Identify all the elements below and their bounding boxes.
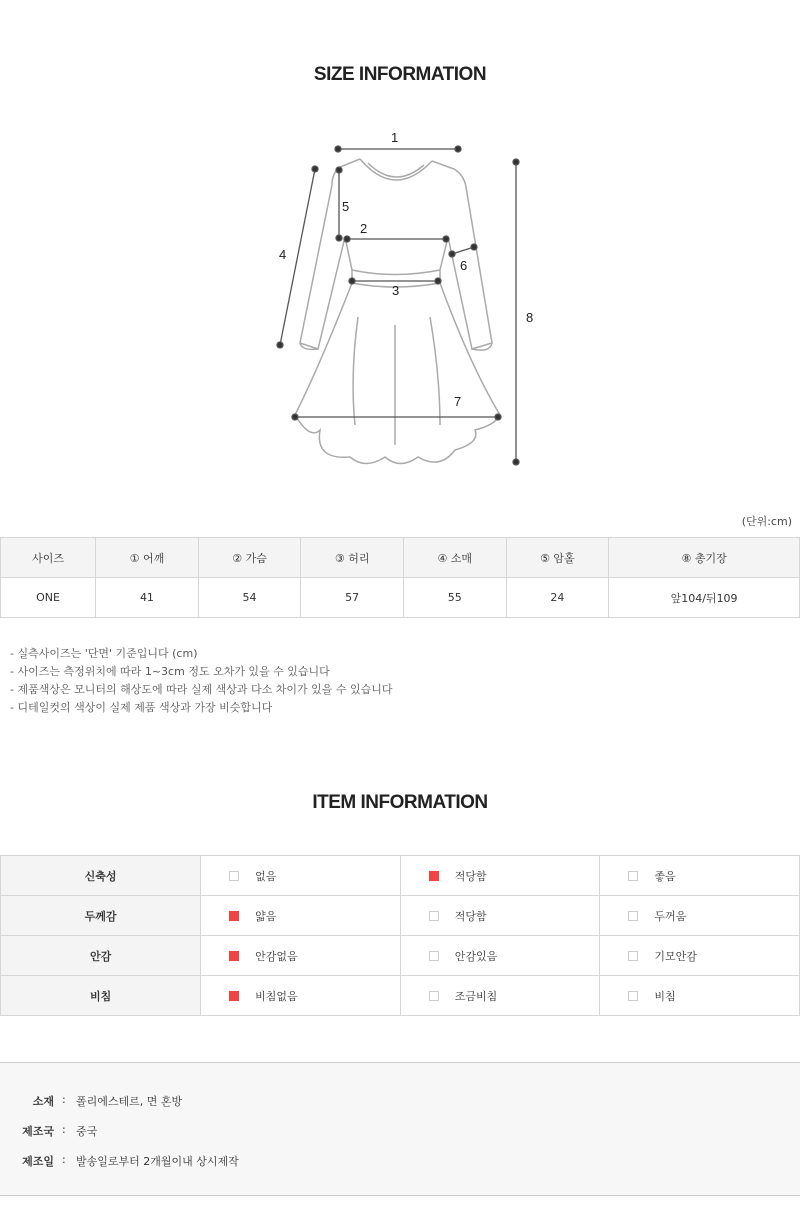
- item-category: 안감: [1, 936, 201, 976]
- note-line: - 디테일컷의 색상이 실제 제품 색상과 가장 비슷합니다: [10, 701, 273, 714]
- info-value: 폴리에스테르, 면 혼방: [76, 1095, 183, 1108]
- note-line: - 제품색상은 모니터의 해상도에 따라 실제 색상과 다소 차이가 있을 수 있습니다: [10, 683, 393, 696]
- option-label: 적당함: [454, 909, 487, 923]
- option-label: 안감있음: [454, 949, 498, 963]
- option-label: 좋음: [654, 869, 676, 883]
- item-option: [600, 936, 800, 976]
- item-option: [201, 896, 401, 936]
- dress-outline: [295, 159, 500, 464]
- option-label: 비침: [654, 989, 676, 1003]
- size-header-cell: ④ 소매: [403, 538, 506, 578]
- option-label: 적당함: [454, 869, 487, 883]
- info-value: 중국: [76, 1125, 98, 1138]
- size-cell: 54: [198, 578, 301, 618]
- checkbox-icon: [628, 871, 638, 881]
- option-label: 비침없음: [255, 989, 298, 1003]
- checkbox-icon: [429, 871, 439, 881]
- size-header-cell: ② 가슴: [198, 538, 301, 578]
- checkbox-icon: [229, 871, 239, 881]
- item-option: [201, 856, 401, 896]
- checkbox-icon: [628, 951, 638, 961]
- diagram-label-7: 7: [454, 394, 462, 409]
- size-cell: 55: [403, 578, 506, 618]
- size-header-cell: ① 어깨: [96, 538, 199, 578]
- checkbox-icon: [229, 911, 239, 921]
- size-cell: 57: [301, 578, 404, 618]
- info-label: 소재: [32, 1095, 54, 1108]
- dress-size-diagram: [270, 125, 534, 475]
- item-option: [400, 856, 600, 896]
- note-line: - 사이즈는 측정위치에 따라 1~3cm 정도 오차가 있을 수 있습니다: [10, 665, 330, 678]
- item-option: [600, 896, 800, 936]
- diagram-label-6: 6: [460, 258, 468, 273]
- item-category: 비침: [1, 976, 201, 1016]
- option-label: 두꺼움: [654, 909, 687, 923]
- checkbox-icon: [429, 991, 439, 1001]
- checkbox-icon: [429, 911, 439, 921]
- size-header-cell: ⑤ 암홀: [506, 538, 609, 578]
- checkbox-icon: [229, 951, 239, 961]
- info-label: 제조일: [22, 1155, 54, 1168]
- item-option: [600, 856, 800, 896]
- info-value: 발송일로부터 2개월이내 상시제작: [76, 1155, 239, 1168]
- diagram-label-3: 3: [392, 283, 400, 298]
- size-cell: 24: [506, 578, 609, 618]
- checkbox-icon: [229, 991, 239, 1001]
- info-colon: :: [62, 1093, 66, 1106]
- size-cell: 41: [96, 578, 199, 618]
- item-row-thickness: [1, 896, 800, 936]
- measure-lines: [277, 146, 519, 465]
- item-option: [201, 976, 401, 1016]
- option-label: 조금비침: [454, 989, 498, 1003]
- diagram-label-8: 8: [526, 310, 534, 325]
- size-cell: ONE: [1, 578, 96, 618]
- option-label: 기모안감: [654, 949, 697, 963]
- item-category: 신축성: [1, 856, 201, 896]
- item-information-title: ITEM INFORMATION: [312, 792, 488, 813]
- option-label: 없음: [255, 869, 277, 883]
- checkbox-icon: [628, 911, 638, 921]
- diagram-label-4: 4: [279, 247, 287, 262]
- size-information-title: SIZE INFORMATION: [313, 64, 487, 85]
- diagram-label-2: 2: [360, 221, 368, 236]
- item-option: [400, 976, 600, 1016]
- size-header-cell: 사이즈: [1, 538, 96, 578]
- item-row-lining: [1, 936, 800, 976]
- size-table-row: [1, 578, 800, 618]
- checkbox-icon: [628, 991, 638, 1001]
- item-option: [600, 976, 800, 1016]
- checkbox-icon: [429, 951, 439, 961]
- diagram-label-5: 5: [342, 199, 350, 214]
- info-colon: :: [62, 1123, 66, 1136]
- option-label: 얇음: [255, 909, 277, 923]
- option-label: 안감없음: [255, 949, 298, 963]
- note-line: - 실측사이즈는 '단면' 기준입니다 (cm): [10, 647, 198, 660]
- size-header-cell: ⑧ 총기장: [609, 538, 800, 578]
- item-option: [400, 896, 600, 936]
- size-header-cell: ③ 허리: [301, 538, 404, 578]
- info-label: 제조국: [22, 1125, 54, 1138]
- product-info-box: [0, 1062, 800, 1196]
- size-table-header-row: [1, 538, 800, 578]
- size-table: [0, 537, 800, 618]
- diagram-label-1: 1: [391, 130, 399, 145]
- item-category: 두께감: [1, 896, 201, 936]
- item-option: [400, 936, 600, 976]
- item-row-sheerness: [1, 976, 800, 1016]
- size-notes: [10, 645, 392, 717]
- item-row-stretch: [1, 856, 800, 896]
- unit-label: (단위:cm): [741, 515, 792, 528]
- item-info-table: [0, 855, 800, 1016]
- size-cell: 앞104/뒤109: [609, 578, 800, 618]
- item-option: [201, 936, 401, 976]
- info-colon: :: [62, 1153, 66, 1166]
